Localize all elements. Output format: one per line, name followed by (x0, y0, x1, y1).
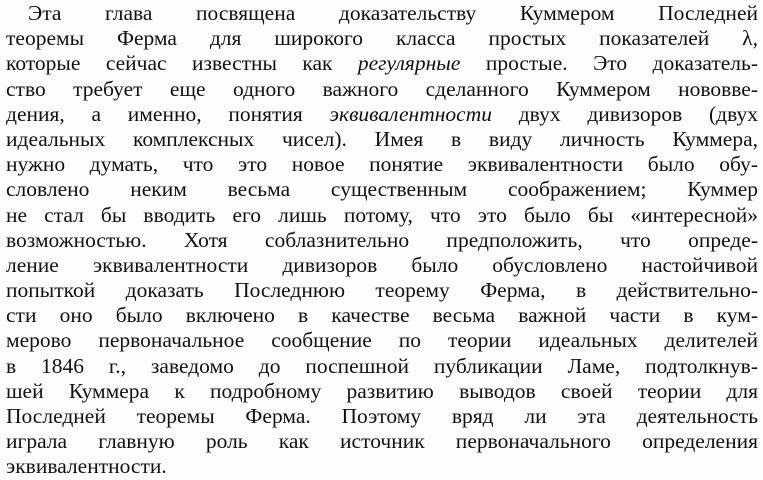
text-run: которые сейчас известны как (6, 51, 358, 76)
italic-term: регулярные (357, 51, 461, 76)
italic-term: эквивалентности (329, 101, 492, 126)
text-line (6, 278, 758, 303)
text-line (6, 253, 758, 278)
text-run: играла главную роль как источник первоначального определения (6, 429, 758, 454)
text-run: Последней теоремы Ферма. Поэтому вряд ли эта деятельность (6, 404, 758, 428)
text-run: двух дивизоров (двух (491, 101, 758, 126)
text-line (6, 102, 758, 127)
text-run: мерово первоначальное сообщение по теории идеальных делителей (6, 328, 758, 353)
text-line (6, 303, 758, 328)
text-line (6, 77, 758, 102)
text-run: словлено неким весьма существенным соображением; Куммер (6, 177, 758, 202)
text-line (6, 454, 758, 479)
text-line (6, 1, 758, 26)
text-run: нужно думать, что это новое понятие эквивалентности было обу- (6, 152, 758, 177)
text-run: Эта глава посвящена доказательству Куммером Последней (28, 1, 758, 25)
text-run: в 1846 г., заведомо до поспешной публикации Ламе, подтолкнув- (6, 353, 758, 378)
text-run: дения, а именно, понятия (6, 101, 330, 126)
text-line (6, 354, 758, 379)
text-run: сти оно было включено в качестве весьма важной части в кум- (6, 303, 758, 328)
text-run: шей Куммера к подробному развитию выводов своей теории для (6, 378, 758, 403)
text-line (6, 177, 758, 202)
text-run: попыткой доказать Последнюю теорему Ферма, в действительно- (6, 278, 758, 303)
text-line (6, 51, 758, 76)
text-line (6, 379, 758, 404)
text-run: теоремы Ферма для широкого класса простых показателей λ, (6, 26, 758, 51)
body-paragraph (6, 1, 758, 480)
text-run: простые. Это доказатель- (460, 51, 758, 76)
text-line (6, 127, 758, 152)
text-line (6, 429, 758, 454)
text-line (6, 152, 758, 177)
text-line (6, 404, 758, 429)
text-line (6, 26, 758, 51)
text-run: возможностью. Хотя соблазнительно предположить, что опреде- (6, 227, 758, 252)
text-line (6, 328, 758, 353)
text-run: ство требует еще одного важного сделанного Куммером нововве- (6, 76, 758, 101)
text-line (6, 228, 758, 253)
text-run: ление эквивалентности дивизоров было обусловлено настойчивой (6, 252, 758, 277)
text-run: эквивалентности. (6, 454, 167, 479)
text-run: идеальных комплексных чисел). Имея в виду личность Куммера, (6, 126, 758, 151)
text-run: не стал бы вводить его лишь потому, что это было бы «интересной» (6, 202, 758, 227)
text-line (6, 203, 758, 228)
